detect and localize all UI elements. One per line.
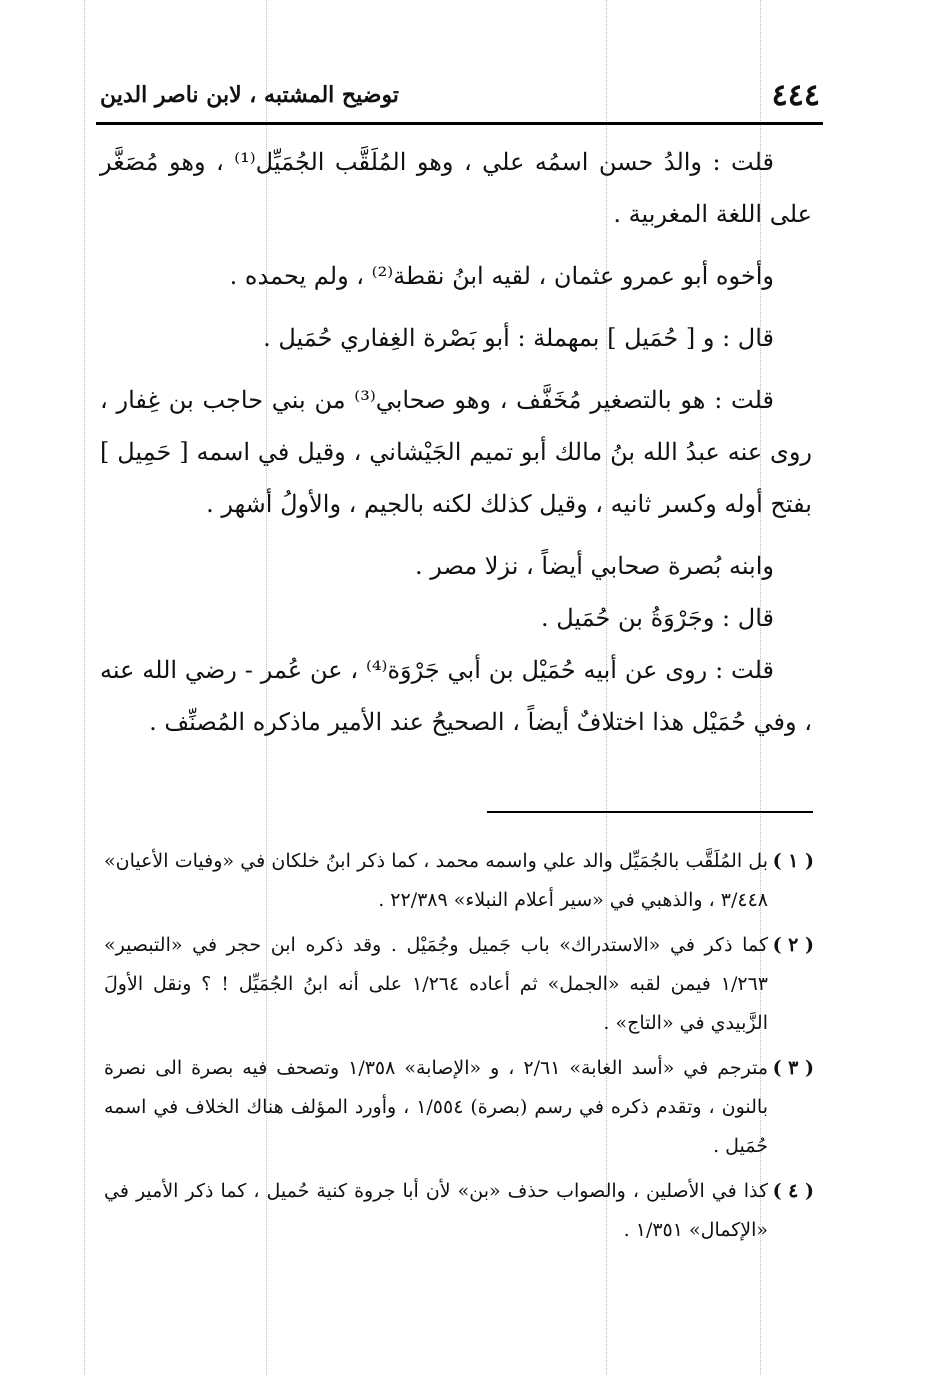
footnote-marker: ( ٢ ) xyxy=(772,934,814,956)
paragraph: قال : وجَرْوَةُ بن حُمَيل . xyxy=(541,604,774,632)
footnote xyxy=(104,926,814,1043)
footnote-marker: ( ٣ ) xyxy=(772,1057,814,1079)
footnote xyxy=(104,1172,814,1250)
footnote-text: مترجم في «أسد الغابة» ٢/٦١ ، و «الإصابة» ١/٣٥٨ وتصحف فيه بصرة الى نصرة بالنون ، وتقدم ذكره في رسم (بصرة) ١/٥٥٤ ، وأورد المؤلف هناك الخلاف في اسمه حُمَيل . xyxy=(104,1057,768,1157)
footnote-text: كذا في الأصلين ، والصواب حذف «بن» لأن أبا جروة كنية حُميل ، كما ذكر الأمير في «الإكمال» ١/٣٥١ . xyxy=(104,1180,768,1241)
scan-artifact-line xyxy=(84,0,85,1375)
header-rule xyxy=(96,122,823,125)
paragraph: قلت : روى عن أبيه حُمَيْل بن أبي جَرْوَة⁽⁴⁾ ، عن عُمر - رضي الله عنه ، وفي حُمَيْل هذا اختلافٌ أيضاً ، الصحيحُ عند الأمير ماذكره المُصنِّف . xyxy=(100,656,812,736)
paragraph: وأخوه أبو عمرو عثمان ، لقيه ابنُ نقطة⁽²⁾ ، ولم يحمده . xyxy=(229,262,774,290)
paragraph: قلت : هو بالتصغير مُخَفَّف ، وهو صحابي⁽³⁾ من بني حاجب بن غِفار ، روى عنه عبدُ الله بنُ مالك أبو تميم الجَيْشاني ، وقيل في اسمه [ حَمِيل ] بفتح أوله وكسر ثانيه ، وقيل كذلك لكنه بالجيم ، والأولُ أشهر . xyxy=(100,386,812,518)
page-header xyxy=(100,70,820,120)
footnote-text: بل المُلَقَّب بالجُمَيِّل والد علي واسمه محمد ، كما ذكر ابنُ خلكان في «وفيات الأعيان» ٣/٤٤٨ ، والذهبي في «سير أعلام النبلاء» ٢٢/٣٨٩ . xyxy=(104,850,768,911)
footnote-text: كما ذكر في «الاستدراك» باب جَميل وجُمَيْل . وقد ذكره ابن حجر في «التبصير» ١/٢٦٣ فيمن لقبه «الجمل» ثم أعاده ١/٢٦٤ على أنه ابنُ الجُمَيِّل ! ؟ ونقل الأولَ الزَّبيدي في «التاج» . xyxy=(104,934,769,1034)
footnote xyxy=(104,1049,814,1166)
footnote-marker: ( ١ ) xyxy=(772,850,814,872)
main-text xyxy=(100,136,812,758)
footnotes xyxy=(104,842,814,1256)
running-title: توضيح المشتبه ، لابن ناصر الدين xyxy=(100,82,399,108)
paragraph: وابنه بُصرة صحابي أيضاً ، نزلا مصر . xyxy=(415,552,774,580)
footnote xyxy=(104,842,814,920)
paragraph: قال : و [ حُمَيل ] بمهملة : أبو بَصْرة الغِفاري حُمَيل . xyxy=(263,324,774,352)
page-number: ٤٤٤ xyxy=(771,78,820,113)
footnote-marker: ( ٤ ) xyxy=(772,1180,814,1202)
footnote-separator xyxy=(487,811,813,813)
paragraph: قلت : والدُ حسن اسمُه علي ، وهو المُلَقَّب الجُمَيِّل⁽¹⁾ ، وهو مُصَغَّر على اللغة المغربية . xyxy=(100,148,812,228)
